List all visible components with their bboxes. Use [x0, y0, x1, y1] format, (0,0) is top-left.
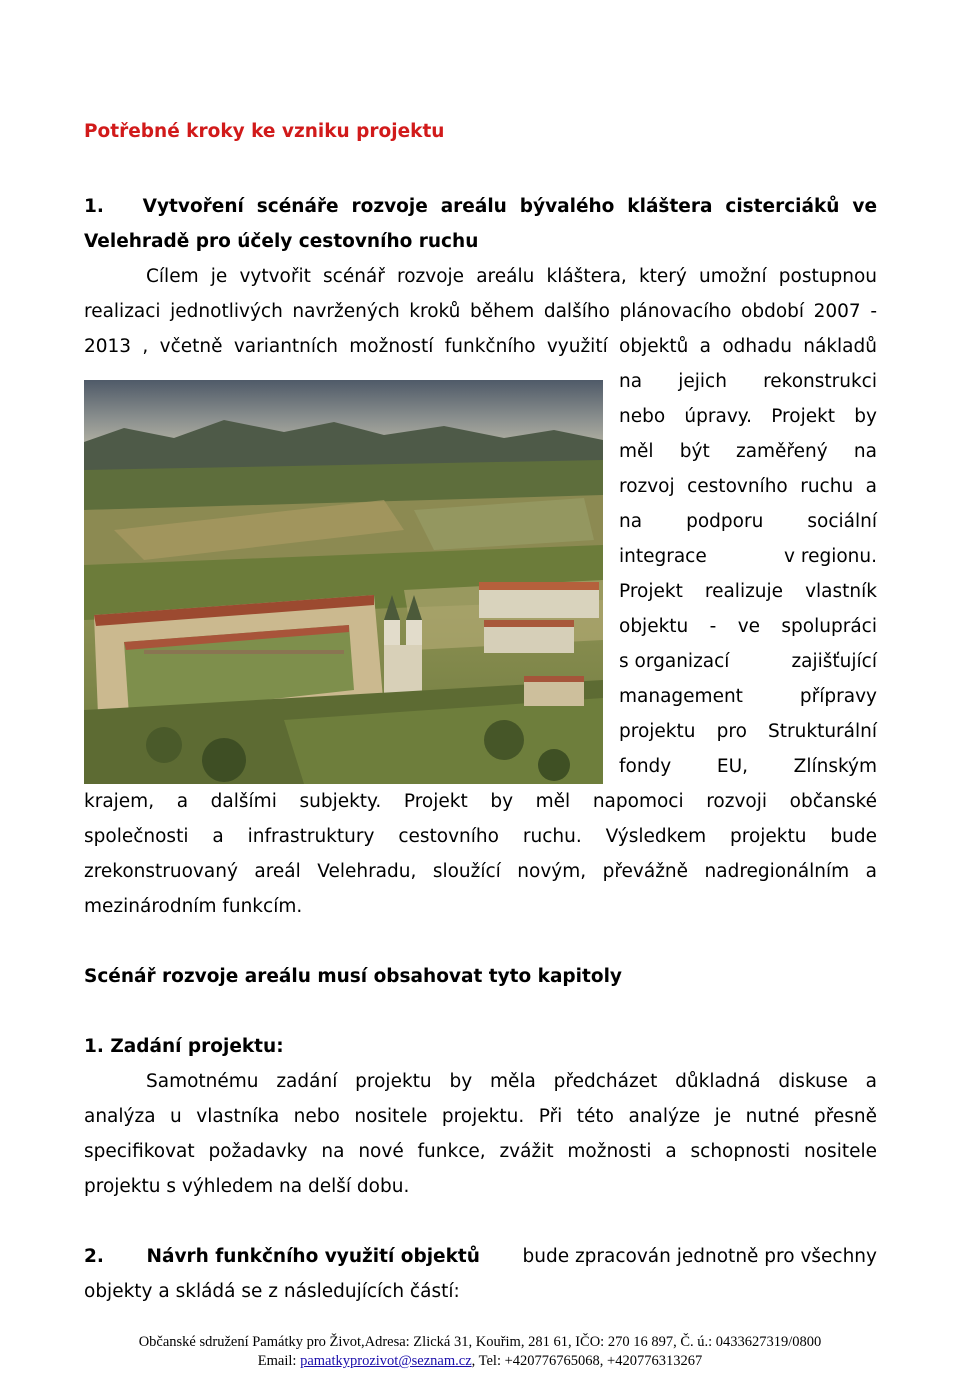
footer-contact [0, 1352, 960, 1370]
wrap-text: přípravy [799, 686, 877, 707]
wrap-text: management [619, 686, 743, 707]
footer-email-label: Email: [257, 1353, 301, 1369]
wrap-line: měl být zaměřený na [619, 441, 877, 462]
wrap-text: integrace [619, 546, 707, 567]
chapter-2-line: objekty a skládá se z následujících částí: [84, 1281, 460, 1302]
velehrad-monastery-aerial-photo [84, 380, 603, 784]
wrap-text: na jejich rekonstrukci [619, 371, 877, 392]
chapters-heading: Scénář rozvoje areálu musí obsahovat tyto kapitoly [84, 966, 622, 987]
wrap-line [619, 370, 877, 394]
wrap-line [619, 650, 877, 674]
chapter-2-title: Návrh funkčního využití objektů [146, 1246, 480, 1267]
page-title: Potřebné kroky ke vzniku projektu [84, 121, 445, 142]
paragraph-line: společnosti a infrastruktury cestovního ruchu. Výsledkem projektu bude [84, 826, 877, 847]
footer-email-link[interactable]: pamatkyprozivot@seznam.cz [300, 1353, 472, 1369]
section-1-title-cont: Velehradě pro účely cestovního ruchu [84, 231, 479, 252]
chapter-1-line: Samotnému zadání projektu by měla předcházet důkladná diskuse a [146, 1071, 877, 1092]
intro-line: Cílem je vytvořit scénář rozvoje areálu kláštera, který umožní postupnou [146, 266, 877, 287]
wrap-line [619, 685, 877, 709]
wrap-line: Projekt realizuje vlastník [619, 581, 877, 602]
footer-phones: , Tel: +420776765068, +420776313267 [471, 1353, 703, 1369]
wrap-line: objektu - ve spolupráci [619, 616, 877, 637]
intro-line: realizaci jednotlivých navržených kroků během dalšího plánovacího období 2007 - [84, 301, 877, 322]
paragraph-line: krajem, a dalšími subjekty. Projekt by měl napomoci rozvoji občanské [84, 791, 877, 812]
wrap-text: zajišťující [791, 651, 877, 672]
wrap-line: nebo úpravy. Projekt by [619, 406, 877, 427]
chapter-1-title: 1. Zadání projektu: [84, 1036, 284, 1057]
intro-line: 2013 , včetně variantních možností funkčního využití objektů a odhadu nákladů [84, 336, 877, 357]
wrap-line: fondy EU, Zlínským [619, 756, 877, 777]
paragraph-line: mezinárodním funkcím. [84, 896, 303, 917]
wrap-line: projektu pro Strukturální [619, 721, 877, 742]
chapter-1-line: projektu s výhledem na delší dobu. [84, 1176, 410, 1197]
chapter-2-text: bude zpracován jednotně pro všechny [522, 1246, 877, 1267]
wrap-line: rozvoj cestovního ruchu a [619, 476, 877, 497]
section-1-title: 1. Vytvoření scénáře rozvoje areálu bývalého kláštera cisterciáků ve [84, 196, 877, 217]
wrap-text: v regionu. [784, 546, 877, 567]
chapter-2-title-line [84, 1245, 877, 1269]
wrap-line: na podporu sociální [619, 511, 877, 532]
wrap-text: s organizací [619, 651, 730, 672]
wrap-line [619, 545, 877, 569]
chapter-1-line: specifikovat požadavky na nové funkce, zvážit možnosti a schopnosti nositele [84, 1141, 877, 1162]
paragraph-line: zrekonstruovaný areál Velehradu, sloužící novým, převážně nadregionálním a [84, 861, 877, 882]
chapter-2-number: 2. [84, 1246, 104, 1267]
footer-address: Občanské sdružení Památky pro Život,Adresa: Zlická 31, Kouřim, 281 61, IČO: 270 16 897, Č. ú.: 0433627319/0800 [138, 1334, 822, 1350]
chapter-1-line: analýza u vlastníka nebo nositele projektu. Při této analýze je nutné přesně [84, 1106, 877, 1127]
